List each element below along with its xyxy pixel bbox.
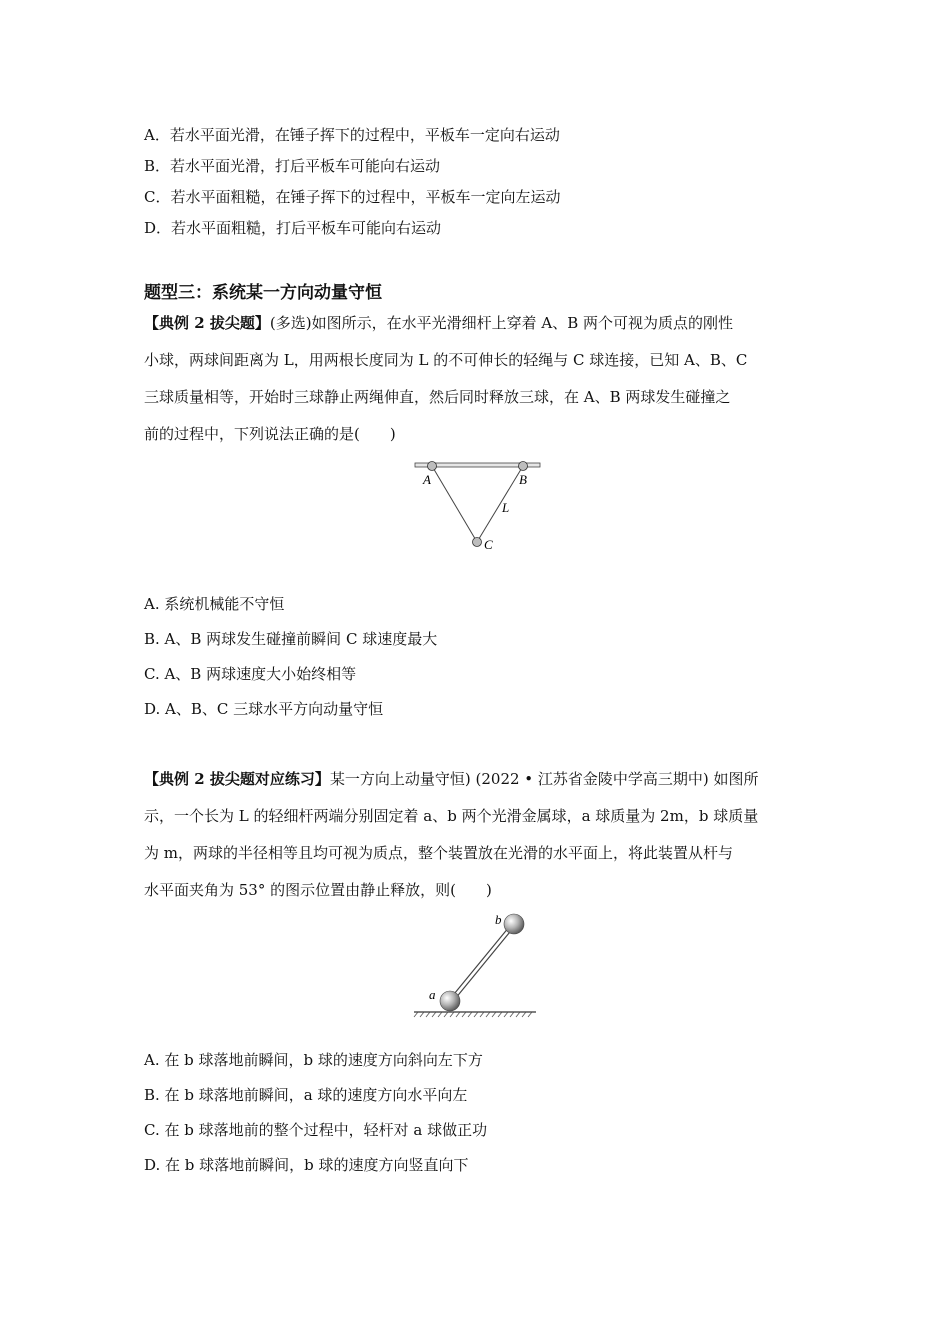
option-c: C. 在 b 球落地前的整个过程中，轻杆对 a 球做正功 [144,1121,488,1139]
label-l: L [502,500,510,515]
question-stem-line-4: 前的过程中，下列说法正确的是( ) [144,425,396,443]
option-a: A. 在 b 球落地前瞬间，b 球的速度方向斜向左下方 [144,1051,483,1069]
practice-stem-line-1: 【典例 2 拔尖题对应练习】某一方向上动量守恒) (2022 • 江苏省金陵中学高三期中) 如图所 [144,770,759,788]
ball-b [519,462,528,471]
rod-ball-figure [410,908,540,1020]
question-tag: 【典例 2 拔尖题】 [144,314,270,332]
ball-b [504,914,524,934]
option-b: B．若水平面光滑，打后平板车可能向右运动 [144,157,441,175]
practice-tag: 【典例 2 拔尖题对应练习】 [144,770,330,788]
three-ball-figure [408,455,548,555]
section-heading: 题型三：系统某一方向动量守恒 [144,283,382,303]
label-b: B [519,472,527,487]
practice-stem-line-3: 为 m，两球的半径相等且均可视为质点，整个装置放在光滑的水平面上，将此装置从杆与 [144,844,733,862]
label-b: b [495,912,502,927]
label-c: C [484,537,493,552]
option-d: D. 在 b 球落地前瞬间，b 球的速度方向竖直向下 [144,1156,469,1174]
option-c: C．若水平面粗糙，在锤子挥下的过程中，平板车一定向左运动 [144,188,561,206]
question-stem-line-1: 【典例 2 拔尖题】(多选)如图所示，在水平光滑细杆上穿着 A、B 两个可视为质点的刚性 [144,314,733,332]
string-ac [432,466,477,542]
question-stem-line-2: 小球，两球间距离为 L，用两根长度同为 L 的不可伸长的轻绳与 C 球连接，已知 A、B、C [144,351,748,369]
ball-a [428,462,437,471]
option-d: D. A、B、C 三球水平方向动量守恒 [144,700,384,718]
option-a: A．若水平面光滑，在锤子挥下的过程中，平板车一定向右运动 [144,126,560,144]
option-a: A. 系统机械能不守恒 [144,595,285,613]
practice-stem-line-2: 示，一个长为 L 的轻细杆两端分别固定着 a、b 两个光滑金属球，a 球质量为 2m，b 球质量 [144,807,759,825]
label-a: a [429,987,436,1002]
option-b: B. A、B 两球发生碰撞前瞬间 C 球速度最大 [144,630,438,648]
ball-c [473,538,482,547]
option-d: D．若水平面粗糙，打后平板车可能向右运动 [144,219,442,237]
practice-stem-line-4: 水平面夹角为 53° 的图示位置由静止释放，则( ) [144,881,492,899]
option-c: C. A、B 两球速度大小始终相等 [144,665,357,683]
question-stem-line-3: 三球质量相等，开始时三球静止两绳伸直，然后同时释放三球，在 A、B 两球发生碰撞之 [144,388,731,406]
option-b: B. 在 b 球落地前瞬间，a 球的速度方向水平向左 [144,1086,468,1104]
ground-hatching [414,1012,532,1017]
ball-a [440,991,460,1011]
label-a: A [423,472,431,487]
string-bc [477,466,523,542]
